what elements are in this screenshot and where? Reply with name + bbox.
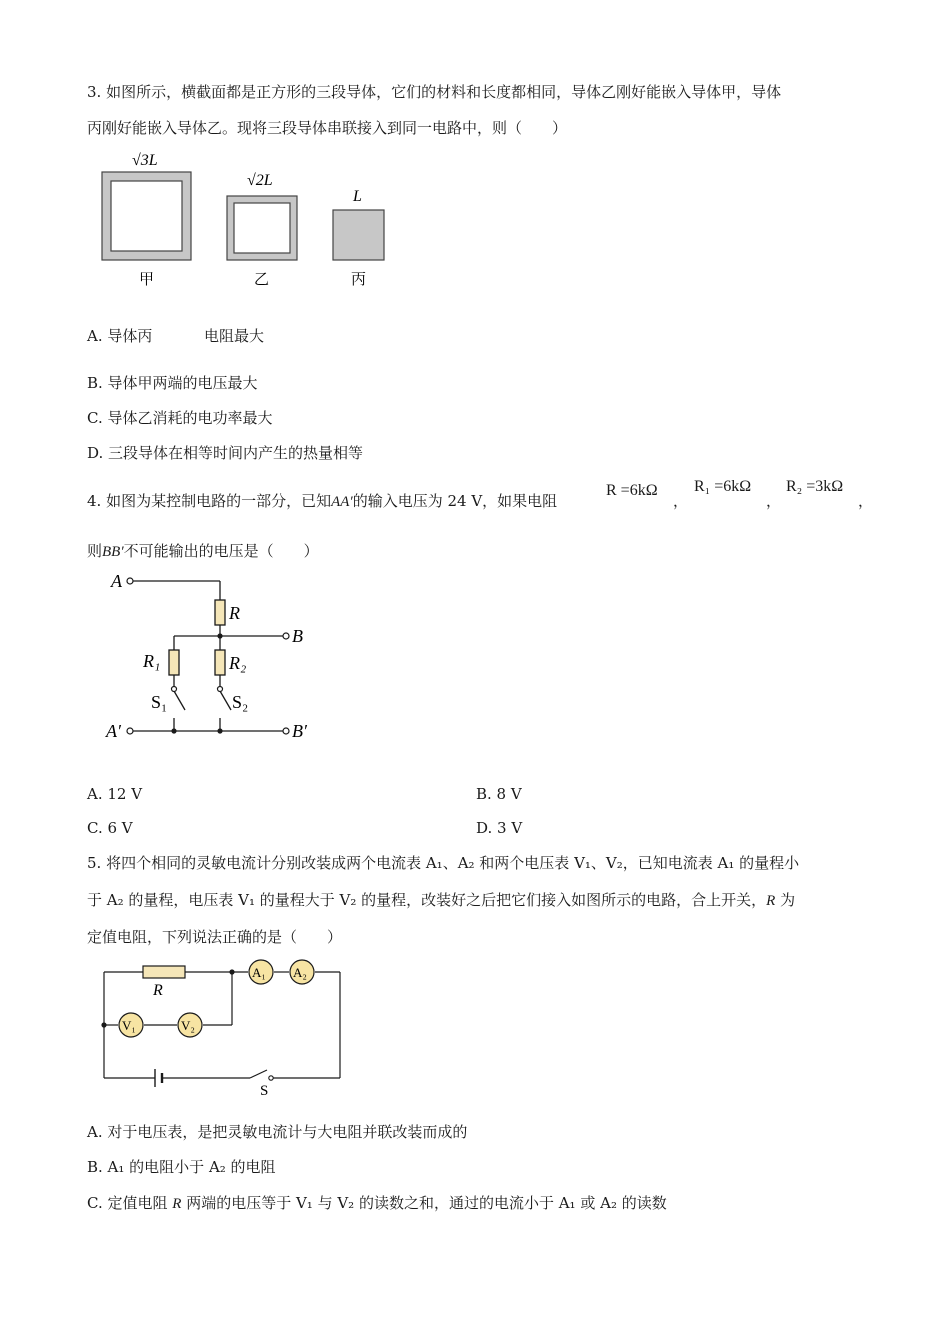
q4-comma-2: ， [766, 492, 782, 510]
q3-option-b: B. 导体甲两端的电压最大 [87, 374, 258, 392]
label-v1: V₁ [122, 1018, 136, 1033]
q3-figure [95, 145, 405, 295]
label-r1: R₁ [143, 651, 161, 671]
label-a-prime: A′ [106, 721, 121, 741]
label-v2: V₂ [181, 1018, 195, 1033]
label-a1: A₁ [252, 965, 266, 980]
resistor-r [215, 600, 225, 625]
q4-stem-line2-suffix: 不可能输出的电压是（ ） [123, 542, 319, 560]
terminal-b-prime [283, 728, 289, 734]
q5-stem-line2-b: 为 [775, 891, 796, 909]
q5-option-a: A. 对于电压表，是把灵敏电流计与大电阻并联改装而成的 [87, 1123, 468, 1141]
q4-option-d: D. 3 V [476, 819, 523, 837]
label-s2: S₂ [232, 692, 249, 712]
q4-stem-line2 [87, 541, 319, 562]
q4-comma-1: ， [673, 492, 689, 510]
label-jia-name: 甲 [139, 272, 155, 288]
q5-circuit [95, 955, 355, 1100]
label-s1: S₁ [151, 692, 168, 712]
q3-option-d: D. 三段导体在相等时间内产生的热量相等 [87, 444, 364, 462]
label-b-prime: B′ [292, 721, 307, 741]
label-bing-size: L [353, 188, 362, 205]
resistor-r [143, 966, 185, 978]
q4-stem-part2: 的输入电压为 24 V，如果电阻 [352, 492, 558, 510]
q4-stem-line1 [87, 491, 557, 512]
label-bing-name: 丙 [351, 272, 367, 288]
q4-stem-aa: AA′ [331, 494, 353, 510]
label-s: S [260, 1083, 269, 1099]
q3-option-c: C. 导体乙消耗的电功率最大 [87, 409, 273, 427]
label-b: B [292, 626, 303, 646]
conductor-jia [102, 172, 191, 260]
junction-dot [217, 633, 222, 638]
q5-option-c-a: C. 定值电阻 [87, 1194, 173, 1212]
junction-dot [217, 728, 222, 733]
q5-option-c [87, 1193, 667, 1214]
resistor-r1 [169, 650, 179, 675]
terminal-a [127, 578, 133, 584]
junction-dot [101, 1022, 106, 1027]
switch-s2 [220, 691, 231, 710]
terminal-b [283, 633, 289, 639]
q4-stem-bb: BB′ [102, 544, 124, 560]
q4-stem-part1: 4. 如图为某控制电路的一部分，已知 [87, 492, 332, 510]
q4-stem-line2-prefix: 则 [87, 542, 103, 560]
q3-option-a-suffix: 电阻最大 [204, 327, 265, 345]
label-a2: A₂ [293, 965, 307, 980]
q4-eq-r1: R₁ =6kΩ [694, 478, 752, 495]
conductor-yi [227, 196, 297, 260]
label-r: R [153, 982, 163, 999]
q4-option-b: B. 8 V [476, 785, 522, 803]
resistor-r2 [215, 650, 225, 675]
q4-comma-3: ， [858, 492, 874, 510]
q4-option-c: C. 6 V [87, 819, 133, 837]
q4-circuit [100, 568, 320, 748]
label-yi-name: 乙 [254, 272, 270, 288]
q5-stem-line2-a: 于 A₂ 的量程，电压表 V₁ 的量程大于 V₂ 的量程，改装好之后把它们接入如图所示的电路，合上开关， [87, 891, 767, 909]
q5-stem-line3: 定值电阻，下列说法正确的是（ ） [87, 928, 343, 946]
battery-icon [155, 1069, 162, 1087]
q5-stem-line2-r: R [766, 893, 776, 909]
switch-s1 [174, 691, 185, 710]
terminal-a-prime [127, 728, 133, 734]
q5-option-b: B. A₁ 的电阻小于 A₂ 的电阻 [87, 1158, 276, 1176]
junction-dot [229, 969, 234, 974]
q5-stem-line2 [87, 890, 795, 911]
q3-stem-line1: 3. 如图所示，横截面都是正方形的三段导体，它们的材料和长度都相同，导体乙刚好能嵌入导体甲，导体 [87, 83, 782, 101]
conductor-bing [333, 210, 384, 260]
label-r: R [229, 603, 240, 623]
label-yi-size: √2L [247, 172, 273, 189]
q5-stem-line1: 5. 将四个相同的灵敏电流计分别改装成两个电流表 A₁、A₂ 和两个电压表 V₁、V₂，已知电流表 A₁ 的量程小 [87, 854, 800, 872]
q4-option-a: A. 12 V [87, 785, 143, 803]
q5-option-c-b: 两端的电压等于 V₁ 与 V₂ 的读数之和，通过的电流小于 A₁ 或 A₂ 的读数 [181, 1194, 667, 1212]
q5-option-c-r: R [172, 1196, 182, 1212]
label-r2: R₂ [229, 653, 247, 673]
label-a: A [111, 571, 122, 591]
junction-dot [171, 728, 176, 733]
q4-eq-r2: R₂ =3kΩ [786, 478, 844, 495]
q3-stem-line2: 丙刚好能嵌入导体乙。现将三段导体串联接入到同一电路中，则（ ） [87, 119, 568, 137]
q3-option-a-prefix: A. 导体丙 [87, 327, 153, 345]
switch-s [250, 1070, 267, 1078]
label-jia-size: √3L [132, 152, 158, 169]
q4-eq-r: R =6kΩ [606, 482, 658, 499]
